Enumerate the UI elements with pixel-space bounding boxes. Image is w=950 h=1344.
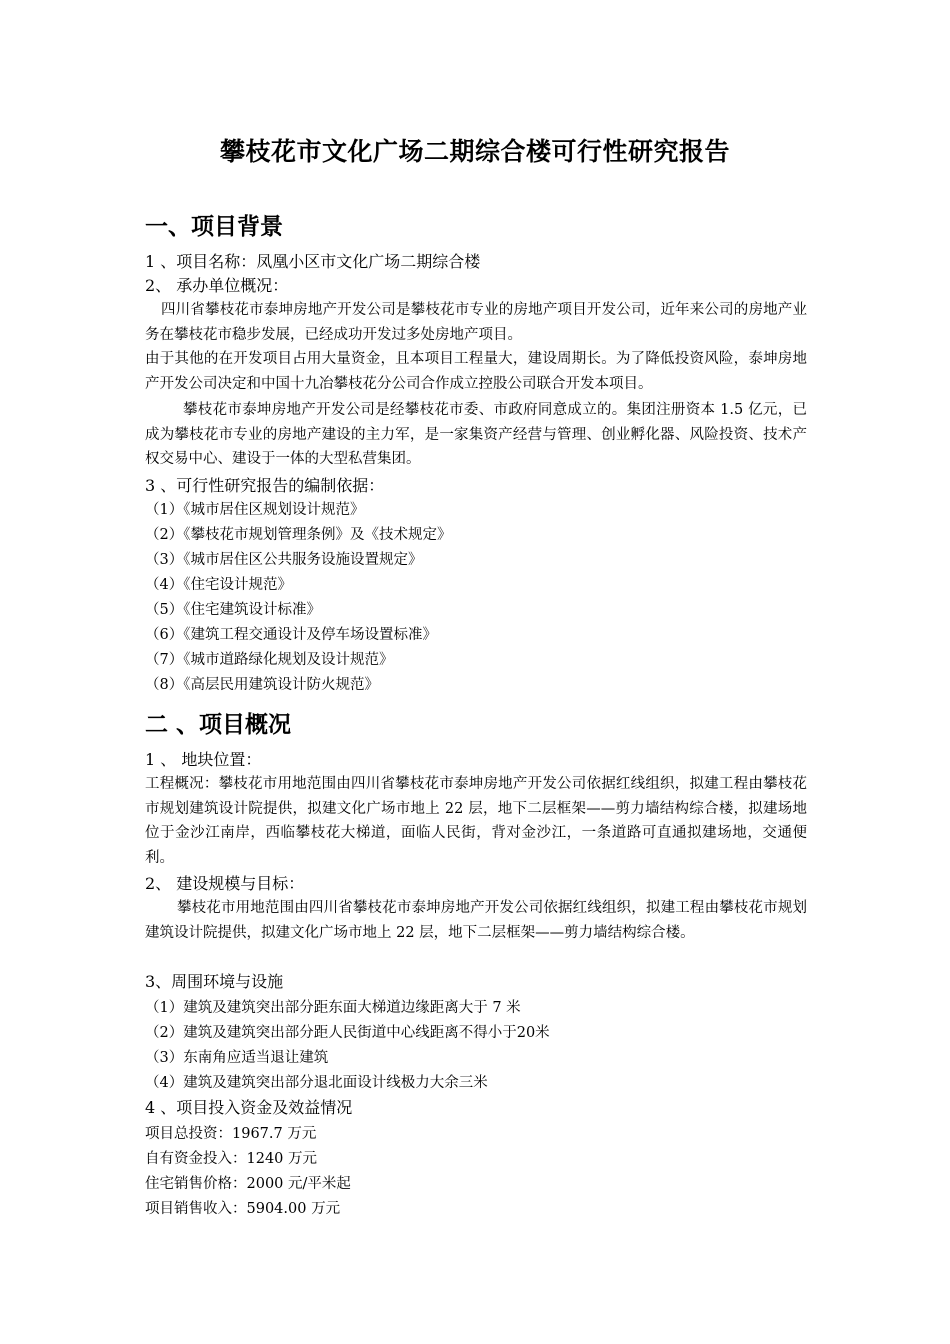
item-site-location: 1 、 地块位置： — [145, 750, 262, 769]
item-project-name: 1 、项目名称：凤凰小区市文化广场二期综合楼 — [145, 252, 481, 271]
paragraph-company-intro — [145, 298, 807, 347]
list-item: （2）建筑及建筑突出部分距人民街道中心线距离不得小于20米 — [145, 1025, 550, 1041]
paragraph-text: 工程概况：攀枝花市用地范围由四川省攀枝花市泰坤房地产开发公司依据红线组织，拟建工程由攀枝花市规划建筑设计院提供，拟建文化广场市地上 22 层，地下二层框架——剪力墙结构综合楼，拟建场地位于金沙江南岸，西临攀枝花大梯道，面临人民街，背对金沙江，一条道路可直通拟建场地，交通便利。 — [145, 776, 807, 866]
paragraph-text: 由于其他的在开发项目占用大量资金，且本项目工程量大，建设周期长。为了降低投资风险，泰坤房地产开发公司决定和中国十九冶攀枝花分公司合作成立控股公司联合开发本项目。 — [145, 351, 807, 392]
item-investment: 4 、项目投入资金及效益情况 — [145, 1098, 353, 1117]
paragraph-project-overview — [145, 772, 807, 870]
list-item: （1）建筑及建筑突出部分距东面大梯道边缘距离大于 7 米 — [145, 1000, 521, 1016]
finance-total-investment: 项目总投资：1967.7 万元 — [145, 1126, 317, 1142]
list-item: （3）《城市居住区公共服务设施设置规定》 — [145, 552, 423, 568]
paragraph-text: 四川省攀枝花市泰坤房地产开发公司是攀枝花市专业的房地产项目开发公司，近年来公司的房地产业务在攀枝花市稳步发展，已经成功开发过多处房地产项目。 — [145, 302, 807, 343]
list-item: （4）建筑及建筑突出部分退北面设计线极力大余三米 — [145, 1075, 488, 1091]
paragraph-text: 攀枝花市泰坤房地产开发公司是经攀枝花市委、市政府同意成立的。集团注册资本 1.5 亿元，已成为攀枝花市专业的房地产建设的主力军，是一家集资产经营与管理、创业孵化器、风险投资、技术产权交易中心、建设于一体的大型私营集团。 — [145, 402, 807, 467]
list-item: （3）东南角应适当退让建筑 — [145, 1050, 329, 1066]
item-basis-heading: 3 、可行性研究报告的编制依据： — [145, 476, 385, 495]
paragraph-text: 攀枝花市用地范围由四川省攀枝花市泰坤房地产开发公司依据红线组织，拟建工程由攀枝花市规划建筑设计院提供，拟建文化广场市地上 22 层，地下二层框架——剪力墙结构综合楼。 — [145, 900, 807, 941]
paragraph-cooperation — [145, 347, 807, 396]
section-heading-overview: 二 、项目概况 — [145, 712, 292, 738]
list-item: （6）《建筑工程交通设计及停车场设置标准》 — [145, 627, 437, 643]
list-item: （2）《攀枝花市规划管理条例》及《技术规定》 — [145, 527, 452, 543]
paragraph-scale-goals — [145, 896, 807, 945]
document-title: 攀枝花市文化广场二期综合楼可行性研究报告 — [219, 137, 730, 166]
finance-sales-revenue: 项目销售收入：5904.00 万元 — [145, 1201, 341, 1217]
paragraph-company-detail — [145, 398, 807, 472]
item-scale-goals: 2、 建设规模与目标： — [145, 874, 305, 893]
list-item: （8）《高层民用建筑设计防火规范》 — [145, 677, 379, 693]
list-item: （4）《住宅设计规范》 — [145, 577, 292, 593]
list-item: （5）《住宅建筑设计标准》 — [145, 602, 321, 618]
finance-own-funds: 自有资金投入：1240 万元 — [145, 1151, 318, 1167]
finance-sale-price: 住宅销售价格：2000 元/平米起 — [145, 1176, 351, 1192]
list-item: （1）《城市居住区规划设计规范》 — [145, 502, 365, 518]
item-organizer-overview: 2、 承办单位概况： — [145, 276, 289, 295]
list-item: （7）《城市道路绿化规划及设计规范》 — [145, 652, 394, 668]
item-environment: 3、周围环境与设施 — [145, 972, 284, 991]
section-heading-background: 一、项目背景 — [145, 214, 283, 240]
